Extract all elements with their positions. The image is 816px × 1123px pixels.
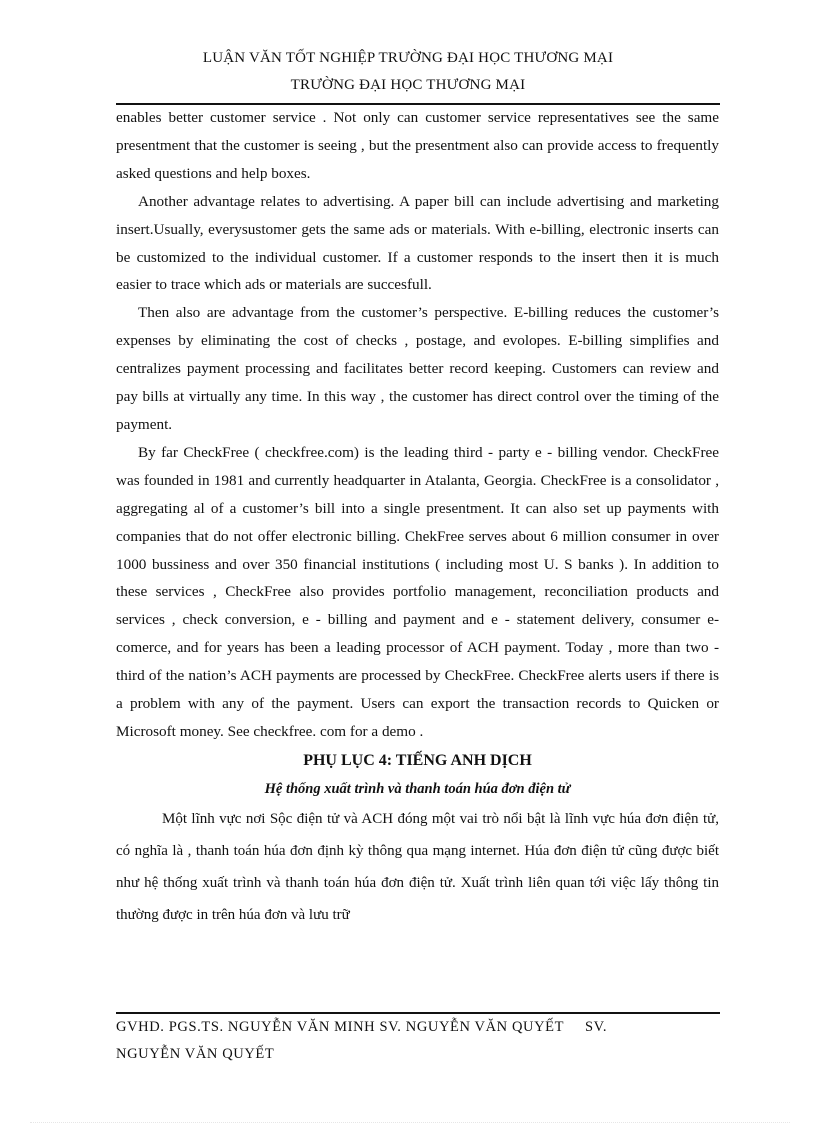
header-title-line2: TRƯỜNG ĐẠI HỌC THƯƠNG MẠI [290,77,526,93]
footer-line2: NGUYỄN VĂN QUYẾT [116,1046,275,1062]
paragraph-3: Then also are advantage from the customer’s perspective. E-billing reduces the customer’s expenses by eliminating the cost of checks , postage, and evolopes. E-billing simplifies and centralizes payment processing and facilitates better record keeping. Customers can review and pay bills at virtually any time. In this way , the customer has direct control over the timing of the payment. [116,304,719,433]
header-title-line1: LUẬN VĂN TỐT NGHIỆP TRƯỜNG ĐẠI HỌC THƯƠNG MẠI [202,50,614,66]
paragraph-4: By far CheckFree ( checkfree.com) is the leading third - party e - billing vendor. CheckFree was founded in 1981 and currently headquarter in Atalanta, Georgia. CheckFree is a consolidator , aggregating al of a customer’s bill into a single presentment. It can also set up payments with companies that do not offer electronic billing. ChekFree serves about 6 million consumer in over 1000 bussiness and over 350 financial institutions ( including most U. S banks ). In addition to these services , CheckFree also provides portfolio management, reconciliation products and services , check conversion, e - billing and payment and e - statement delivery, consumer e-comerce, and for years has been a leading processor of ACH payment. Today , more than two - third of the nation’s ACH payments are processed by CheckFree. CheckFree alerts users if there is a problem with any of the payment. Users can export the transaction records to Quicken or Microsoft money. See checkfree. com for a demo . [116,443,719,740]
paragraph-5: Một lĩnh vực nơi Sộc điện tử và ACH đóng một vai trò nổi bật là lĩnh vực húa đơn điện tử, có nghĩa là , thanh toán húa đơn định kỳ thông qua mạng internet. Húa đơn điện tử cũng được biết như hệ thống xuất trình và thanh toán húa đơn điện tử. Xuất trình liên quan tới việc lấy thông tin thường được in trên húa đơn và lưu trữ [116,810,719,923]
paragraph-2: Another advantage relates to advertising. A paper bill can include advertising and marketing insert.Usually, everysustomer gets the same ads or materials. With e-billing, electronic inserts can be customized to the individual customer. If a customer responds to the insert then it is much easier to trace which ads or materials are succesfull. [116,192,719,294]
footer-line1: GVHD. PGS.TS. NGUYỄN VĂN MINH SV. NGUYỄN VĂN QUYẾT SV. [116,1019,608,1035]
page-footer [116,1014,720,1068]
paragraph-1: enables better customer service . Not only can customer service representatives see the same presentment that the customer is seeing , but the presentment also can provide access to frequently asked questions and help boxes. [116,109,719,182]
section-subtitle: Hệ thống xuất trình và thanh toán húa đơn điện tử [264,780,571,797]
section-title: PHỤ LỤC 4: TIẾNG ANH DỊCH [303,751,532,769]
page-body [116,104,719,931]
